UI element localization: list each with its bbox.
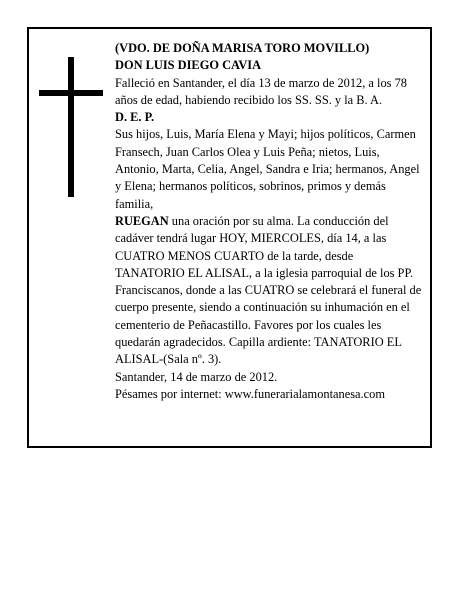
cross-icon bbox=[39, 57, 103, 197]
ruegan-text: una oración por su alma. La conducción del cadáver tendrá lugar HOY, MIERCOLES, día 14, a las CUATRO MENOS CUARTO de la tarde, desde TANATORIO EL ALISAL, a la iglesia parroquial de los PP. Franciscanos, donde a las CUATRO se celebrará el funeral de cuerpo presente, siendo a continuación su inhumación en el cementerio de Peñacastillo. Favores por los cuales les quedarán agradecidos. Capilla ardiente: TANATORIO EL ALISAL-(Sala nº. 3). bbox=[115, 213, 422, 367]
obituary-frame bbox=[27, 27, 432, 448]
dep-label: D. E. P. bbox=[115, 110, 155, 125]
deceased-name: DON LUIS DIEGO CAVIA bbox=[115, 58, 262, 73]
condolences-line: Pésames por internet: www.funerarialamontanesa.com bbox=[115, 386, 385, 401]
widow-heading: (VDO. DE DOÑA MARISA TORO MOVILLO) bbox=[115, 41, 370, 55]
obituary-text bbox=[115, 40, 423, 403]
cross-vertical-bar bbox=[68, 57, 74, 197]
ruegan-word: RUEGAN bbox=[115, 213, 169, 228]
family-list: Sus hijos, Luis, María Elena y Mayi; hijos políticos, Carmen Fransech, Juan Carlos Olea y Luis Peña; nietos, Luis, Antonio, Marta, Celia, Angel, Sandra e Iria; hermanos, Angel y Elena; hermanos políticos, sobrinos, primos y demás familia, bbox=[115, 127, 420, 211]
ruegan-paragraph bbox=[115, 213, 423, 369]
cross-horizontal-bar bbox=[39, 90, 103, 96]
date-line: Santander, 14 de marzo de 2012. bbox=[115, 369, 278, 384]
death-info: Falleció en Santander, el día 13 de marzo de 2012, a los 78 años de edad, habiendo recibido los SS. SS. y la B. A. bbox=[115, 75, 407, 107]
